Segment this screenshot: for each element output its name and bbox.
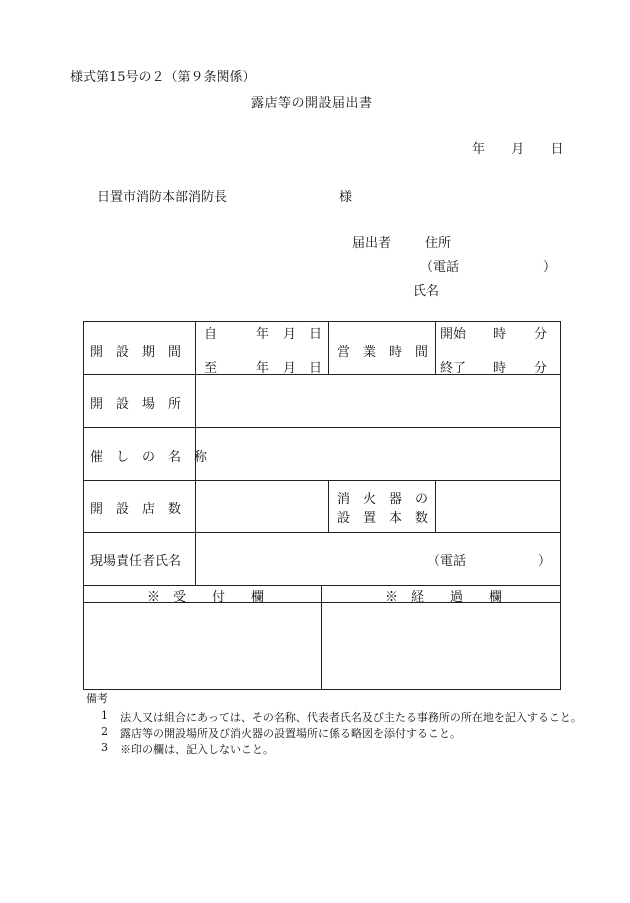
notifier-label: 届出者 <box>352 236 392 251</box>
column-divider <box>435 480 436 532</box>
end-label: 終了 <box>440 361 467 376</box>
row-divider <box>83 427 561 428</box>
column-divider <box>328 480 329 532</box>
extinguisher-label-line2: 設 置 本 数 <box>337 511 429 526</box>
hours-label: 営 業 時 間 <box>337 345 429 360</box>
address-label: 住所 <box>425 236 452 251</box>
start-minute: 分 <box>534 327 548 342</box>
note-item: 露店等の開設場所及び消火器の設置場所に係る略図を添付すること。 <box>120 727 461 740</box>
note-number: 2 <box>101 725 108 738</box>
end-minute: 分 <box>534 361 548 376</box>
row-divider <box>83 532 561 533</box>
column-divider <box>435 321 436 374</box>
form-table <box>83 321 561 690</box>
date-year-label: 年 <box>472 142 486 157</box>
note-item: ※印の欄は、記入しないこと。 <box>120 743 274 756</box>
period-label: 開 設 期 間 <box>90 345 182 360</box>
table-border-top <box>83 321 561 322</box>
date-line <box>472 138 564 157</box>
period-to-day: 日 <box>309 361 323 376</box>
end-hour: 時 <box>493 361 507 376</box>
manager-label: 現場責任者氏名 <box>90 554 182 569</box>
start-label: 開始 <box>440 327 467 342</box>
start-hour: 時 <box>493 327 507 342</box>
manager-tel-close: ） <box>538 554 552 569</box>
note-item: 法人又は組合にあっては、その名称、代表者氏名及び主たる事務所の所在地を記入すること。 <box>120 711 582 724</box>
reception-label: ※ 受 付 欄 <box>147 590 265 605</box>
date-day-label: 日 <box>550 142 564 157</box>
column-divider <box>328 321 329 374</box>
period-to-year: 年 <box>256 361 270 376</box>
honorific: 様 <box>339 190 353 205</box>
date-month-label: 月 <box>511 142 525 157</box>
note-number: 1 <box>101 709 108 722</box>
document-title: 露店等の開設届出書 <box>251 96 373 111</box>
notes-title: 備考 <box>86 692 108 705</box>
period-from-year: 年 <box>256 327 270 342</box>
table-border-right <box>560 321 561 690</box>
period-from-month: 月 <box>283 327 297 342</box>
stores-label: 開 設 店 数 <box>90 502 182 517</box>
note-number: 3 <box>101 741 108 754</box>
name-label: 氏名 <box>413 284 440 299</box>
period-from-label: 自 <box>204 327 218 342</box>
column-divider <box>321 585 322 689</box>
notifier-tel-close: ） <box>543 260 557 275</box>
table-border-left <box>83 321 84 690</box>
period-from-day: 日 <box>309 327 323 342</box>
place-label: 開 設 場 所 <box>90 397 182 412</box>
addressee: 日置市消防本部消防長 <box>97 190 228 205</box>
period-to-month: 月 <box>283 361 297 376</box>
form-number: 様式第15号の２（第９条関係） <box>70 70 256 85</box>
period-to-label: 至 <box>204 361 218 376</box>
event-label: 催 し の 名 称 <box>90 450 208 465</box>
manager-tel-open: （電話 <box>427 554 467 569</box>
progress-label: ※ 経 過 欄 <box>385 590 503 605</box>
notifier-tel-open: （電話 <box>420 260 460 275</box>
row-divider <box>83 480 561 481</box>
table-border-bottom <box>83 689 561 690</box>
extinguisher-label-line1: 消 火 器 の <box>337 492 429 507</box>
